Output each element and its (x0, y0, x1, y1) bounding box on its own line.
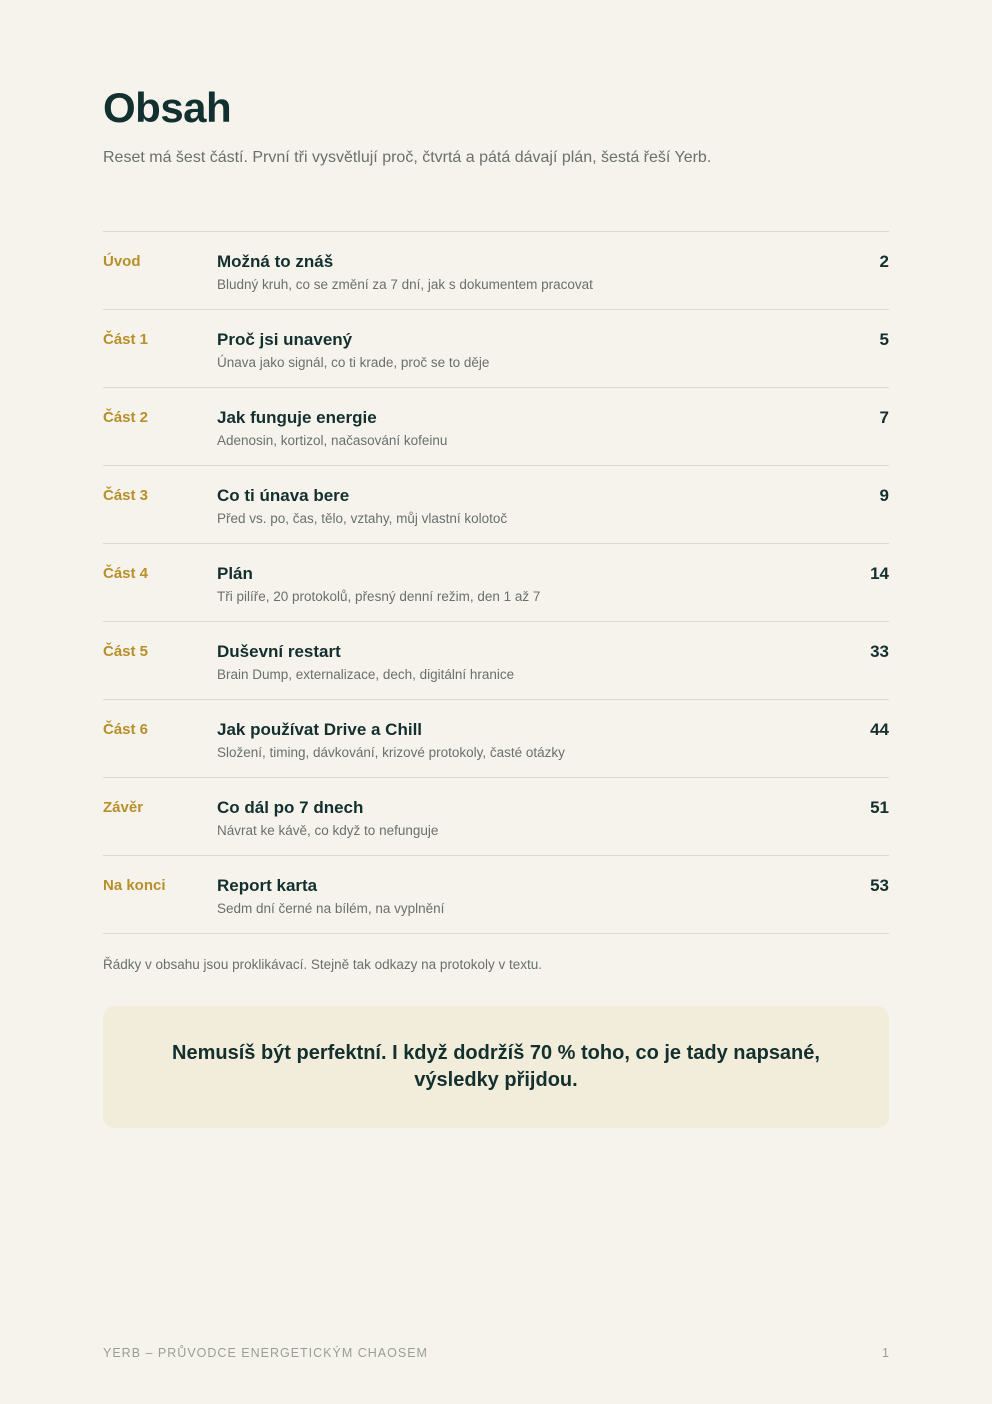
toc-row-part-4[interactable] (103, 544, 889, 622)
toc-section-label: Část 6 (103, 721, 149, 738)
footer-title: YERB – PRŮVODCE ENERGETICKÝM CHAOSEM (103, 1346, 428, 1360)
toc-heading: Možná to znáš (217, 252, 334, 271)
toc-heading: Co ti únava bere (217, 486, 350, 505)
toc-subtitle: Sedm dní černé na bílém, na vyplnění (217, 901, 445, 916)
toc-heading: Proč jsi unavený (217, 330, 353, 349)
toc-row-part-6[interactable] (103, 700, 889, 778)
toc-page-number: 53 (870, 876, 889, 895)
toc-page-number: 14 (870, 564, 889, 583)
toc-row-uvod[interactable] (103, 232, 889, 310)
toc-section-label: Část 5 (103, 643, 149, 660)
toc-section-label: Část 1 (103, 331, 149, 348)
toc-subtitle: Tři pilíře, 20 protokolů, přesný denní režim, den 1 až 7 (217, 589, 541, 604)
toc-heading: Report karta (217, 876, 318, 895)
toc-subtitle: Únava jako signál, co ti krade, proč se to děje (217, 355, 490, 370)
toc-page-number: 5 (879, 330, 889, 349)
toc-heading: Jak používat Drive a Chill (217, 720, 423, 739)
toc-page-number: 51 (870, 798, 889, 817)
toc-page-number: 2 (879, 252, 889, 271)
toc-section-label: Závěr (103, 799, 144, 816)
toc-subtitle: Adenosin, kortizol, načasování kofeinu (217, 433, 448, 448)
toc-row-zaver[interactable] (103, 778, 889, 856)
toc-section-label: Úvod (103, 253, 141, 270)
toc-heading: Plán (217, 564, 253, 583)
toc-section-label: Část 2 (103, 409, 149, 426)
toc-subtitle: Brain Dump, externalizace, dech, digitální hranice (217, 667, 515, 682)
toc-row-part-2[interactable] (103, 388, 889, 466)
toc-page-number: 7 (879, 408, 889, 427)
toc-section-label: Část 4 (103, 565, 149, 582)
toc-row-part-3[interactable] (103, 466, 889, 544)
callout-text: Nemusíš být perfektní. I když dodržíš 70 % toho, co je tady napsané, výsledky přijdou. (172, 1042, 820, 1091)
toc-subtitle: Bludný kruh, co se změní za 7 dní, jak s dokumentem pracovat (217, 277, 593, 292)
toc-heading: Jak funguje energie (217, 408, 377, 427)
toc-page-number: 44 (870, 720, 889, 739)
toc-row-na-konci[interactable] (103, 856, 889, 934)
toc-page-number: 9 (879, 486, 889, 505)
toc-heading: Duševní restart (217, 642, 341, 661)
toc-subtitle: Návrat ke kávě, co když to nefunguje (217, 823, 439, 838)
table-of-contents (103, 231, 889, 934)
callout-box (103, 1006, 889, 1128)
toc-heading: Co dál po 7 dnech (217, 798, 364, 817)
page-title: Obsah (103, 84, 232, 131)
toc-subtitle: Před vs. po, čas, tělo, vztahy, můj vlastní kolotoč (217, 511, 508, 526)
toc-row-part-1[interactable] (103, 310, 889, 388)
footer-page-number: 1 (882, 1346, 889, 1360)
toc-row-part-5[interactable] (103, 622, 889, 700)
toc-page-number: 33 (870, 642, 889, 661)
toc-subtitle: Složení, timing, dávkování, krizové protokoly, časté otázky (217, 745, 565, 760)
clickable-rows-note: Řádky v obsahu jsou proklikávací. Stejně tak odkazy na protokoly v textu. (103, 957, 542, 972)
toc-section-label: Část 3 (103, 487, 149, 504)
toc-section-label: Na konci (103, 877, 166, 894)
intro-text: Reset má šest částí. První tři vysvětlují proč, čtvrtá a pátá dávají plán, šestá řeší Yerb. (103, 149, 712, 166)
